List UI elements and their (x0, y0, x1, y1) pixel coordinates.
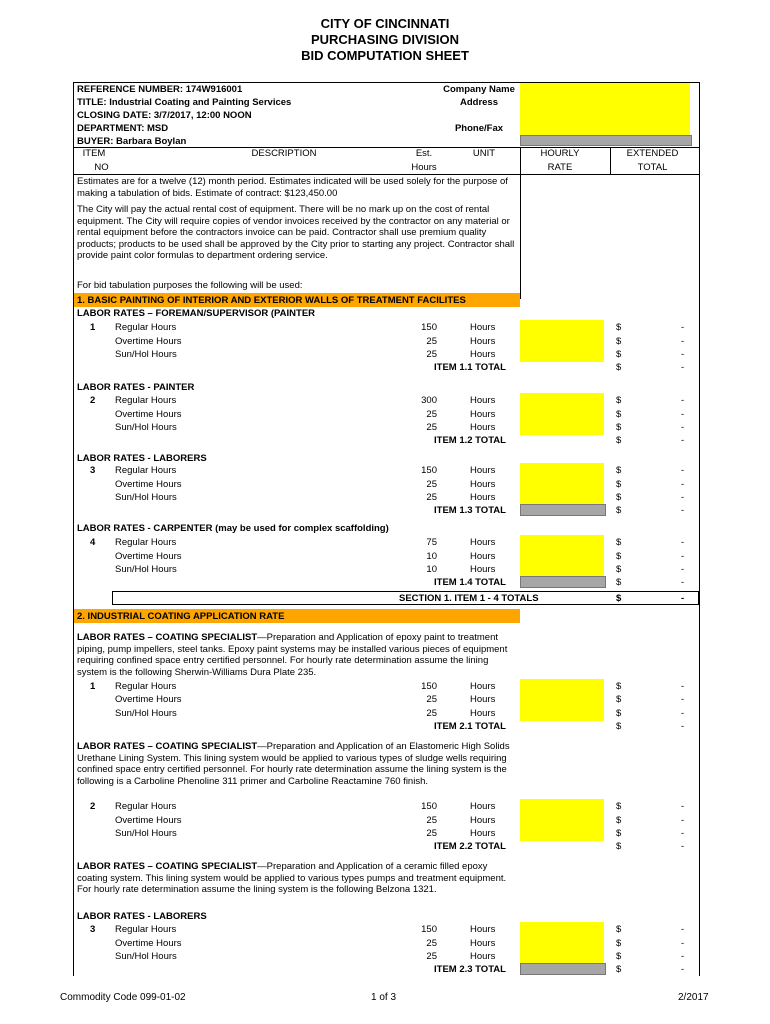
dollar-sign: $ (616, 708, 622, 719)
page-number: 1 of 3 (371, 992, 397, 1003)
col-est-hours: Hours (411, 162, 437, 173)
est-hours: 150 (421, 924, 437, 935)
item-no: 2 (90, 801, 96, 812)
dollar-sign: $ (616, 435, 622, 446)
dollar-sign: $ (616, 564, 622, 575)
dollar-sign: $ (616, 336, 622, 347)
phone-fax-label: Phone/Fax (454, 123, 504, 134)
dollar-sign: $ (616, 551, 622, 562)
overtime-hours-label: Overtime Hours (115, 938, 182, 949)
ext-value: - (681, 422, 685, 433)
unit-hours: Hours (470, 422, 496, 433)
dollar-sign: $ (616, 801, 622, 812)
ext-value: - (681, 362, 685, 373)
dollar-sign: $ (616, 924, 622, 935)
item-no: 2 (90, 395, 96, 406)
sunhol-hours-label: Sun/Hol Hours (115, 828, 177, 839)
unit-hours: Hours (470, 395, 496, 406)
address-label: Address (459, 97, 498, 108)
unit-hours: Hours (470, 708, 496, 719)
item-total-label: ITEM 2.2 TOTAL (434, 841, 506, 852)
est-hours: 150 (421, 322, 437, 333)
ext-value: - (681, 492, 685, 503)
spec-heading: LABOR RATES – COATING SPECIALIST (77, 861, 258, 872)
hourly-rate-input[interactable] (520, 320, 604, 362)
est-hours: 25 (426, 492, 437, 503)
item-no: 3 (90, 924, 96, 935)
unit-hours: Hours (470, 801, 496, 812)
dollar-sign: $ (616, 681, 622, 692)
est-hours: 25 (426, 708, 437, 719)
dollar-sign: $ (616, 322, 622, 333)
dollar-sign: $ (616, 964, 622, 975)
unit-hours: Hours (470, 551, 496, 562)
est-hours: 25 (426, 694, 437, 705)
col-item: ITEM (82, 148, 106, 159)
dollar-sign: $ (616, 362, 622, 373)
dollar-sign: $ (616, 815, 622, 826)
rate-total-shade (520, 576, 606, 588)
sunhol-hours-label: Sun/Hol Hours (115, 349, 177, 360)
regular-hours-label: Regular Hours (115, 322, 177, 333)
section1-total-label: SECTION 1. ITEM 1 - 4 TOTALS (399, 593, 539, 604)
overtime-hours-label: Overtime Hours (115, 336, 182, 347)
est-hours: 25 (426, 422, 437, 433)
spec-text: —Preparation and Application of an Elastomeric High Solids Urethane Lining System. This lining system would be applied to various types of sludge wells requiring confined space entry certified personnel. For hourly rate determination assume the lining system is the following is a Carboline Phenoline 311 primer and Carboline Reactamine 760 finish. (77, 741, 510, 787)
est-hours: 25 (426, 336, 437, 347)
regular-hours-label: Regular Hours (115, 924, 177, 935)
unit-hours: Hours (470, 694, 496, 705)
dollar-sign: $ (616, 465, 622, 476)
dollar-sign: $ (616, 938, 622, 949)
spec-text: —Preparation and Application of epoxy paint to treatment piping, pump impellers, steel tanks. Epoxy paint systems may be installed various pieces of equipment requiring confined space entry certified personnel. For hourly rate determination assume the lining system is the following Sherwin-Williams Dura Plate 235. (77, 632, 508, 678)
ext-value: - (681, 349, 685, 360)
item-total-label: ITEM 1.3 TOTAL (434, 505, 506, 516)
closing-date: CLOSING DATE: 3/7/2017, 12:00 NOON (77, 110, 252, 121)
dollar-sign: $ (616, 694, 622, 705)
item-no: 4 (90, 537, 96, 548)
dollar-sign: $ (616, 828, 622, 839)
unit-hours: Hours (470, 465, 496, 476)
ext-value: - (681, 322, 685, 333)
est-hours: 25 (426, 479, 437, 490)
hourly-rate-input[interactable] (520, 393, 604, 435)
sunhol-hours-label: Sun/Hol Hours (115, 492, 177, 503)
est-hours: 25 (426, 409, 437, 420)
vendor-info-field[interactable] (520, 83, 690, 135)
hourly-rate-input[interactable] (520, 535, 604, 576)
est-hours: 10 (426, 551, 437, 562)
unit-hours: Hours (470, 681, 496, 692)
ext-value: - (681, 828, 685, 839)
dollar-sign: $ (616, 577, 622, 588)
sunhol-hours-label: Sun/Hol Hours (115, 422, 177, 433)
ext-value: - (681, 564, 685, 575)
dollar-sign: $ (616, 951, 622, 962)
ext-value: - (681, 479, 685, 490)
col-rate: RATE (547, 162, 573, 173)
ext-value: - (681, 924, 685, 935)
dollar-sign: $ (616, 422, 622, 433)
unit-hours: Hours (470, 409, 496, 420)
department: DEPARTMENT: MSD (77, 123, 169, 134)
unit-hours: Hours (470, 828, 496, 839)
bid-sheet (73, 82, 700, 976)
item-heading: LABOR RATES - CARPENTER (may be used for complex scaffolding) (77, 523, 389, 534)
ext-value: - (681, 721, 685, 732)
ext-value: - (681, 708, 685, 719)
est-hours: 25 (426, 815, 437, 826)
buyer: BUYER: Barbara Boylan (77, 136, 187, 147)
dollar-sign: $ (616, 479, 622, 490)
est-hours: 10 (426, 564, 437, 575)
item-heading: LABOR RATES - LABORERS (77, 453, 207, 464)
ext-value: - (681, 938, 685, 949)
dollar-sign: $ (616, 505, 622, 516)
ext-value: - (681, 551, 685, 562)
unit-hours: Hours (470, 815, 496, 826)
unit-hours: Hours (470, 336, 496, 347)
section2-title: 2. INDUSTRIAL COATING APPLICATION RATE (77, 611, 285, 622)
sunhol-hours-label: Sun/Hol Hours (115, 564, 177, 575)
ext-value: - (681, 465, 685, 476)
ext-value: - (681, 801, 685, 812)
doc-title-line3: BID COMPUTATION SHEET (301, 48, 469, 63)
item-total-label: ITEM 1.2 TOTAL (434, 435, 506, 446)
rate-total-shade (520, 504, 606, 516)
col-total: TOTAL (637, 162, 668, 173)
unit-hours: Hours (470, 938, 496, 949)
rate-total-shade (520, 963, 606, 975)
sunhol-hours-label: Sun/Hol Hours (115, 951, 177, 962)
company-name-label: Company Name (443, 84, 515, 95)
regular-hours-label: Regular Hours (115, 681, 177, 692)
col-est: Est. (415, 148, 433, 159)
est-hours: 75 (426, 537, 437, 548)
hourly-rate-input[interactable] (520, 463, 604, 504)
overtime-hours-label: Overtime Hours (115, 551, 182, 562)
hourly-rate-input[interactable] (520, 679, 604, 721)
coating-spec-desc (77, 741, 519, 787)
doc-title-line2: PURCHASING DIVISION (310, 32, 460, 47)
dollar-sign: $ (616, 593, 622, 604)
regular-hours-label: Regular Hours (115, 395, 177, 406)
vendor-info-shade (520, 135, 692, 146)
hourly-rate-input[interactable] (520, 799, 604, 841)
overtime-hours-label: Overtime Hours (115, 815, 182, 826)
item-heading: LABOR RATES - PAINTER (77, 382, 195, 393)
ext-value: - (681, 694, 685, 705)
bid-title: TITLE: Industrial Coating and Painting Services (77, 97, 292, 108)
section1-title: 1. BASIC PAINTING OF INTERIOR AND EXTERIOR WALLS OF TREATMENT FACILITES (77, 295, 466, 306)
unit-hours: Hours (470, 564, 496, 575)
item-no: 1 (90, 681, 96, 692)
item-total-label: ITEM 1.1 TOTAL (434, 362, 506, 373)
ext-value: - (681, 681, 685, 692)
est-hours: 150 (421, 465, 437, 476)
revision-date: 2/2017 (678, 992, 709, 1003)
unit-hours: Hours (470, 924, 496, 935)
ext-value: - (681, 841, 685, 852)
est-hours: 25 (426, 349, 437, 360)
regular-hours-label: Regular Hours (115, 801, 177, 812)
hourly-rate-input[interactable] (520, 922, 604, 963)
unit-hours: Hours (470, 537, 496, 548)
col-description: DESCRIPTION (251, 148, 317, 159)
est-hours: 150 (421, 681, 437, 692)
col-unit: UNIT (472, 148, 496, 159)
intro-rental: The City will pay the actual rental cost of equipment. There will be no mark up on the cost of rental equipment. The City will require copies of vendor invoices received by the contractor on any material or rental equipment before the contractors invoice can be paid. Contractor shall use premium quality products; products to be used shall be approved by the City prior to starting any project. Contractor shall provide paint color formulas to department ordering service. (77, 204, 515, 262)
item-total-label: ITEM 2.1 TOTAL (434, 721, 506, 732)
overtime-hours-label: Overtime Hours (115, 479, 182, 490)
ext-value: - (681, 951, 685, 962)
reference-number: REFERENCE NUMBER: 174W916001 (77, 84, 243, 95)
ext-value: - (681, 435, 685, 446)
doc-title-line1: CITY OF CINCINNATI (320, 16, 450, 31)
coating-spec-desc (77, 861, 519, 896)
dollar-sign: $ (616, 409, 622, 420)
regular-hours-label: Regular Hours (115, 465, 177, 476)
unit-hours: Hours (470, 322, 496, 333)
dollar-sign: $ (616, 721, 622, 732)
est-hours: 150 (421, 801, 437, 812)
regular-hours-label: Regular Hours (115, 537, 177, 548)
dollar-sign: $ (616, 537, 622, 548)
item-no: 3 (90, 465, 96, 476)
coating-spec-desc (77, 632, 519, 678)
item-total-label: ITEM 2.3 TOTAL (434, 964, 506, 975)
col-extended: EXTENDED (626, 148, 679, 159)
item-heading: LABOR RATES - LABORERS (77, 911, 207, 922)
ext-value: - (681, 577, 685, 588)
dollar-sign: $ (616, 492, 622, 503)
item-total-label: ITEM 1.4 TOTAL (434, 577, 506, 588)
col-no: NO (94, 162, 109, 173)
unit-hours: Hours (470, 492, 496, 503)
ext-value: - (681, 537, 685, 548)
est-hours: 25 (426, 938, 437, 949)
overtime-hours-label: Overtime Hours (115, 694, 182, 705)
intro-estimates: Estimates are for a twelve (12) month period. Estimates indicated will be used solely for the purpose of making a tabulation of bids. Estimate of contract: $123,450.00 (77, 176, 508, 199)
commodity-code: Commodity Code 099-01-02 (60, 992, 186, 1003)
ext-value: - (681, 964, 685, 975)
ext-value: - (681, 593, 685, 604)
intro-tabulation: For bid tabulation purposes the following will be used: (77, 280, 303, 291)
ext-value: - (681, 505, 685, 516)
spec-heading: LABOR RATES – COATING SPECIALIST (77, 741, 258, 752)
unit-hours: Hours (470, 951, 496, 962)
item-heading: LABOR RATES – FOREMAN/SUPERVISOR (PAINTER (77, 308, 316, 319)
spec-heading: LABOR RATES – COATING SPECIALIST (77, 632, 258, 643)
spec-text: —Preparation and Application of a ceramic filled epoxy coating system. This lining system would be applied to various types pumps and treatment equipment. For hourly rate determination assume the lining system is the following Belzona 1321. (77, 861, 507, 896)
dollar-sign: $ (616, 841, 622, 852)
est-hours: 300 (421, 395, 437, 406)
ext-value: - (681, 336, 685, 347)
ext-value: - (681, 815, 685, 826)
unit-hours: Hours (470, 479, 496, 490)
sunhol-hours-label: Sun/Hol Hours (115, 708, 177, 719)
dollar-sign: $ (616, 349, 622, 360)
est-hours: 25 (426, 828, 437, 839)
unit-hours: Hours (470, 349, 496, 360)
dollar-sign: $ (616, 395, 622, 406)
ext-value: - (681, 395, 685, 406)
overtime-hours-label: Overtime Hours (115, 409, 182, 420)
ext-value: - (681, 409, 685, 420)
col-hourly: HOURLY (540, 148, 580, 159)
est-hours: 25 (426, 951, 437, 962)
item-no: 1 (90, 322, 96, 333)
